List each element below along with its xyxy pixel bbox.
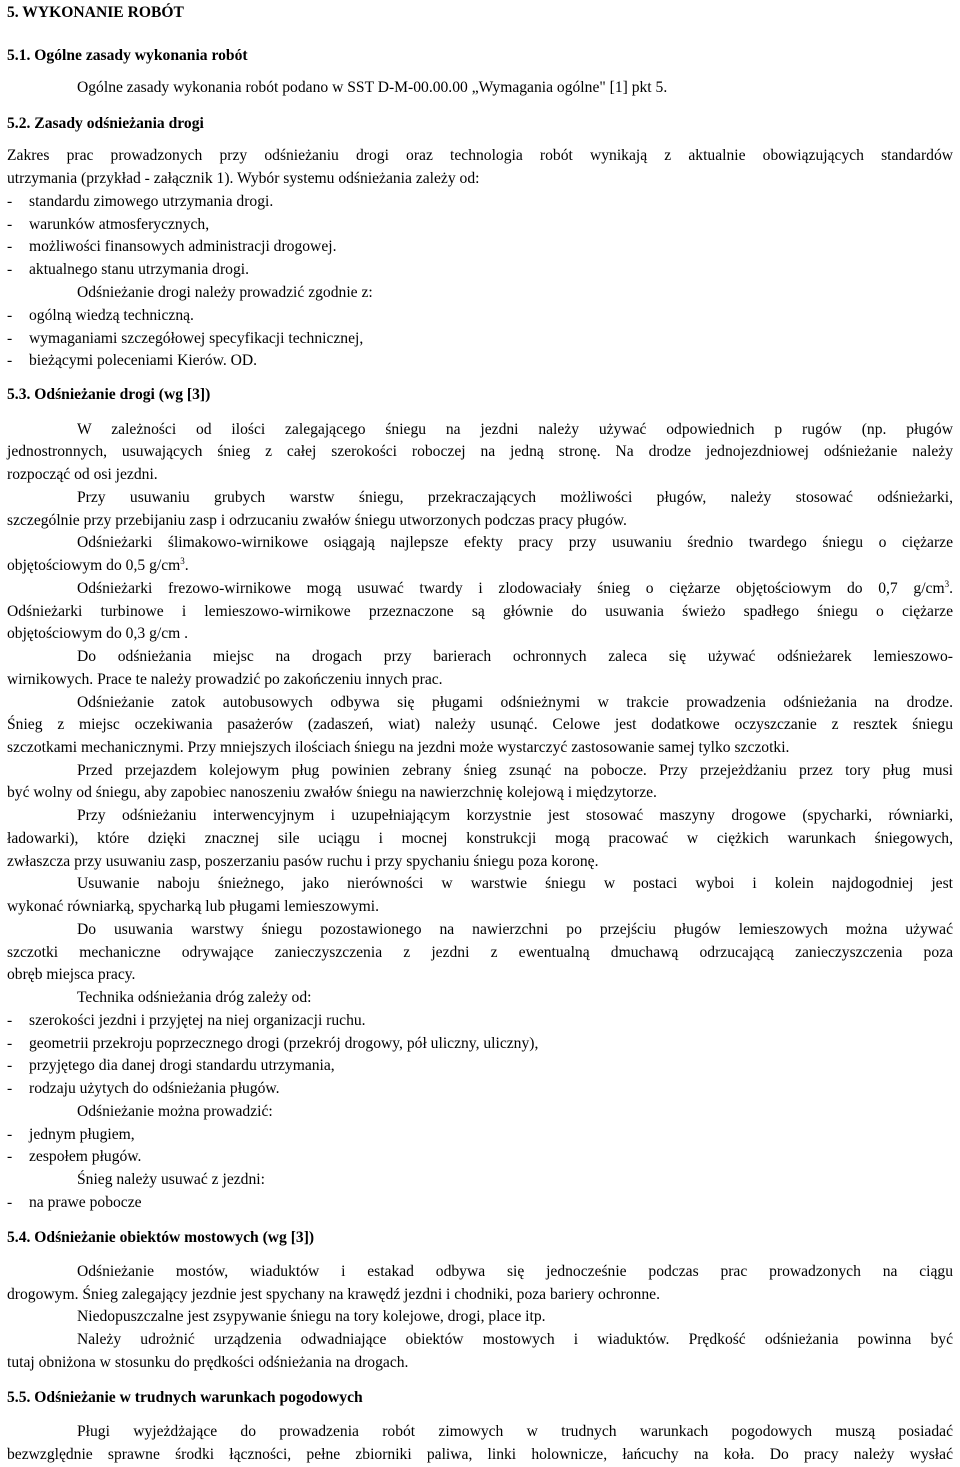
line-text: 5.2. Zasady odśnieżania drogi [7,115,204,132]
text-line [77,805,953,828]
line-text: Odśnieżarki turbinowe i lemieszowo-wirnikowe przeznaczone są głównie do usuwania świeżo spadłego śniegu o ciężarze [7,603,953,620]
line-text: Odśnieżanie drogi należy prowadzić zgodnie z: [77,284,373,301]
line-text: Zakres prac prowadzonych przy odśnieżaniu drogi oraz technologia robót wynikają z aktualnie obowiązujących standardów [7,147,953,164]
line-text: Niedopuszczalne jest zsypywanie śniegu na tory kolejowe, drogi, place itp. [77,1308,546,1325]
text-line [7,191,953,214]
line-text: przyjętego dia danej drogi standardu utrzymania, [29,1057,335,1074]
text-line [77,919,953,942]
text-line [7,1078,953,1101]
line-text: warunków atmosferycznych, [29,216,210,233]
line-text-tail: . [184,557,189,574]
text-line [7,896,953,919]
text-line [7,1284,953,1307]
line-text: tutaj obniżona w stosunku do prędkości odśnieżania na drogach. [7,1354,409,1371]
line-text: standardu zimowego utrzymania drogi. [29,193,274,210]
line-text: ogólną wiedzą techniczną. [29,307,194,324]
list-dash: - [7,261,13,278]
text-line [77,873,953,896]
list-dash: - [7,238,13,255]
text-line [7,464,953,487]
line-text: rozpocząć od osi jezdni. [7,466,158,483]
text-line [7,328,953,351]
list-dash: - [7,1012,13,1029]
line-text: Śnieg należy usuwać z jezdni: [77,1171,265,1188]
line-text: wirnikowych. Prace te należy prowadzić po zakończeniu innych prac. [7,671,443,688]
line-text: możliwości finansowych administracji drogowej. [29,238,337,255]
text-line [77,487,953,510]
line-text: Odśnieżarki ślimakowo-wirnikowe osiągają najlepsze efekty pracy przy usuwaniu średnio twardego śniegu o ciężarze [77,534,953,551]
list-dash: - [7,216,13,233]
line-text: Przed przejazdem kolejowym pług powinien zebrany śnieg zsunąć na pobocze. Przy przejeżdżaniu przez tory pług musi [77,762,953,779]
line-text: Przy usuwaniu grubych warstw śniegu, przekraczających możliwości pługów, należy stosować odśnieżarki, [77,489,953,506]
line-text: Technika odśnieżania dróg zależy od: [77,989,312,1006]
section-heading [7,1227,953,1250]
line-text: rodzaju użytych do odśnieżania pługów. [29,1080,280,1097]
text-line [77,282,953,305]
line-text: jednostronnych, usuwających śnieg z całej szerokości roboczej na jedną stronę. Na drodze jednojezdniowej odśnieżanie należy [7,443,953,460]
line-text: W zależności od ilości zalegającego śniegu na jezdni należy używać odpowiednich p rugów (np. pługów [77,421,953,438]
list-dash: - [7,1126,13,1143]
text-line [7,1033,953,1056]
text-line [77,77,953,100]
list-dash: - [7,1194,13,1211]
line-text: Śnieg z miejsc oczekiwania pasażerów (zadaszeń, wiat) należy usunąć. Celowe jest dodatkowe oczyszczanie z resztek śniegu [7,716,953,733]
section-heading [7,1387,953,1410]
line-text: zwłaszcza przy usuwaniu zasp, poszerzaniu pasów ruchu i przy spychaniu śniegu poza koronę. [7,853,599,870]
text-line [7,601,953,624]
line-text: ładowarki), które dzięki znacznej sile uciągu i mocnej konstrukcji mogą pracować w ciężkich warunkach śniegowych, [7,830,953,847]
line-text: Odśnieżarki frezowo-wirnikowe mogą usuwać twardy i zlodowaciały śnieg o ciężarze objętościowym do 0,7 g/cm [77,580,945,597]
text-line [7,1444,953,1467]
text-line [7,782,953,805]
line-text: Do usuwania warstwy śniegu pozostawionego na nawierzchni po przejściu pługów lemieszowych można używać [77,921,953,938]
text-line [7,168,953,191]
line-text: Odśnieżanie mostów, wiaduktów i estakad odbywa się jednocześnie podczas prac prowadzonych na ciągu [77,1263,953,1280]
line-text: Pługi wyjeżdżające do prowadzenia robót zimowych w trudnych warunkach pogodowych muszą posiadać [77,1423,953,1440]
text-line [77,1421,953,1444]
text-line [77,532,953,555]
text-line [77,1261,953,1284]
list-dash: - [7,1057,13,1074]
text-line [77,1169,953,1192]
line-text: na prawe pobocze [29,1194,142,1211]
text-line [7,737,953,760]
text-line [77,987,953,1010]
line-text: wykonać równiarką, spycharką lub pługami lemieszowymi. [7,898,379,915]
text-line [77,1101,953,1124]
text-line [7,1010,953,1033]
line-text: geometrii przekroju poprzecznego drogi (przekrój drogowy, pół uliczny, uliczny), [29,1035,539,1052]
line-text: 5.1. Ogólne zasady wykonania robót [7,47,248,64]
text-line [7,510,953,533]
line-text: bezwzględnie sprawne środki łączności, pełne zbiorniki paliwa, linki holownicze, łańcuchy na koła. Do pracy należy wysłać [7,1446,953,1463]
list-dash: - [7,307,13,324]
text-line [7,851,953,874]
section-heading [7,113,953,136]
line-text: objętościowym do 0,5 g/cm [7,557,181,574]
line-text: Odśnieżanie zatok autobusowych odbywa się pługami odśnieżnymi w trakcie prowadzenia odśnieżania na drodze. [77,694,953,711]
section-heading [7,2,953,25]
line-text: Należy udrożnić urządzenia odwadniające obiektów mostowych i wiaduktów. Prędkość odśnieżania powinna być [77,1331,953,1348]
line-text: Przy odśnieżaniu interwencyjnym i uzupełniającym korzystnie jest stosować maszyny drogowe (spycharki, równiarki, [77,807,953,824]
list-dash: - [7,1035,13,1052]
text-line [7,964,953,987]
line-text: 5.5. Odśnieżanie w trudnych warunkach pogodowych [7,1389,363,1406]
line-text: szczotki mechaniczne odrywające zanieczyszczenia z jezdni z ewentualną dmuchawą odrzucającą zanieczyszczenia poza [7,944,953,961]
text-line [7,555,953,578]
line-text: Usuwanie naboju śnieżnego, jako nierówności w warstwie śniegu w postaci wyboi i kolein najdogodniej jest [77,875,953,892]
text-line [7,259,953,282]
text-line [7,714,953,737]
text-line [77,1306,953,1329]
line-text: objętościowym do 0,3 g/cm . [7,625,189,642]
line-text: wymaganiami szczegółowej specyfikacji technicznej, [29,330,364,347]
section-heading [7,384,953,407]
line-text: drogowym. Śnieg zalegający jezdnie jest spychany na krawędź jezdni i chodniki, poza bariery ochronne. [7,1286,660,1303]
text-line [7,305,953,328]
text-line [7,828,953,851]
list-dash: - [7,330,13,347]
line-text: bieżącymi poleceniami Kierów. OD. [29,352,258,369]
superscript: 3 [180,556,185,566]
text-line [7,350,953,373]
text-line [77,646,953,669]
text-line [77,419,953,442]
text-line [77,760,953,783]
text-line [7,214,953,237]
list-dash: - [7,1148,13,1165]
line-text: zespołem pługów. [29,1148,142,1165]
text-line [77,1329,953,1352]
line-text: utrzymania (przykład - załącznik 1). Wybór systemu odśnieżania zależy od: [7,170,480,187]
text-line [7,1124,953,1147]
line-text: Ogólne zasady wykonania robót podano w SST D-M-00.00.00 „Wymagania ogólne" [1] pkt 5. [77,79,668,96]
text-line [7,1146,953,1169]
line-text: 5.3. Odśnieżanie drogi (wg [3]) [7,386,211,403]
line-text: Odśnieżanie można prowadzić: [77,1103,273,1120]
line-text: szerokości jezdni i przyjętej na niej organizacji ruchu. [29,1012,366,1029]
text-line [7,669,953,692]
list-dash: - [7,1080,13,1097]
text-line [7,441,953,464]
line-text: obręb miejsca pracy. [7,966,136,983]
line-text: być wolny od śniegu, aby zapobiec nanoszeniu zwałów śniegu na nawierzchnię kolejową i międzytorze. [7,784,657,801]
line-text: 5. WYKONANIE ROBÓT [7,4,184,21]
text-line [7,1055,953,1078]
superscript: 3 [944,579,950,589]
text-line [7,1352,953,1375]
line-text: 5.4. Odśnieżanie obiektów mostowych (wg [3]) [7,1229,315,1246]
list-dash: - [7,193,13,210]
text-line [77,692,953,715]
text-line [7,236,953,259]
text-line [77,578,953,601]
text-line [7,942,953,965]
line-text: szczególnie przy przebijaniu zasp i odrzucaniu zwałów śniegu utworzonych podczas pracy pługów. [7,512,627,529]
text-line [7,145,953,168]
line-text-tail: . [949,580,953,597]
line-text: aktualnego stanu utrzymania drogi. [29,261,249,278]
line-text: jednym pługiem, [29,1126,135,1143]
line-text: Do odśnieżania miejsc na drogach przy barierach ochronnych zaleca się używać odśnieżarek lemieszowo- [77,648,953,665]
text-line [7,1192,953,1215]
line-text: szczotkami mechanicznymi. Przy mniejszych ilościach śniegu na jezdni może wystarczyć zastosowanie samej tylko szczotki. [7,739,790,756]
text-line [7,623,953,646]
list-dash: - [7,352,13,369]
section-heading [7,45,953,68]
